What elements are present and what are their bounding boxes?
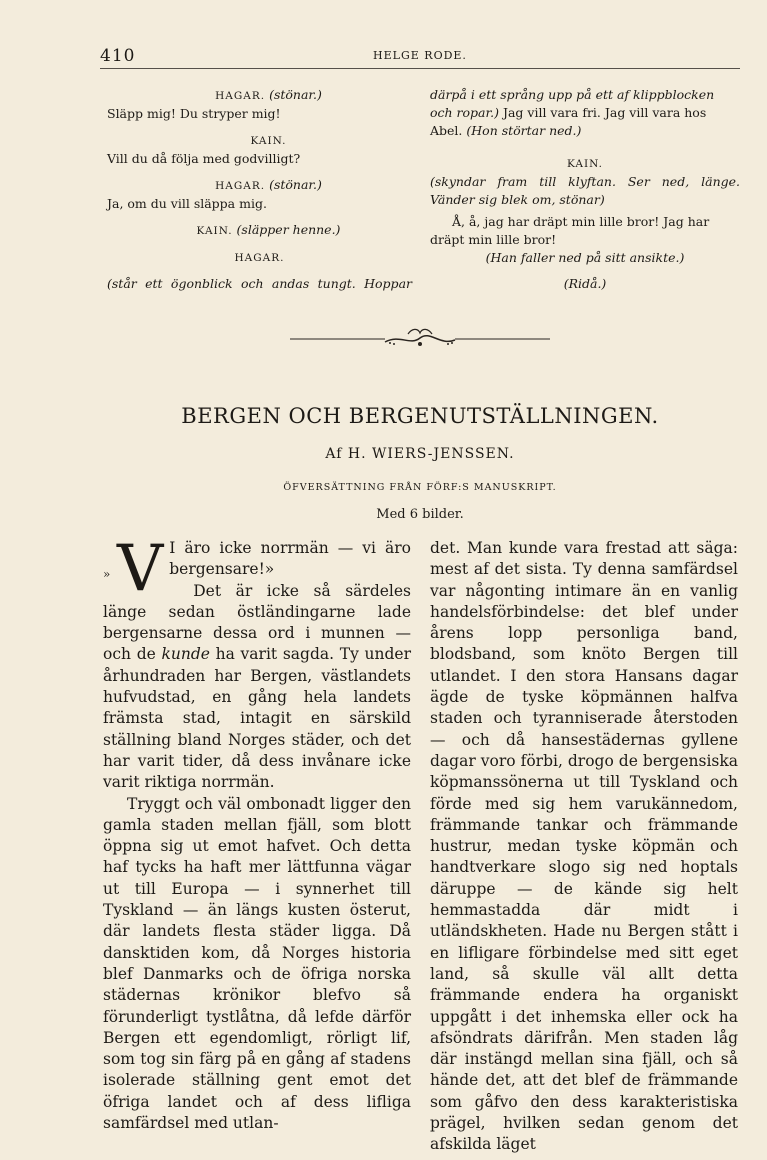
ornament-divider-icon xyxy=(290,326,550,352)
lead-paragraph: » V I äro icke norrmän — vi äro bergensare!» xyxy=(103,532,411,606)
page-header xyxy=(100,44,740,69)
running-head: HELGE RODE. xyxy=(373,49,467,62)
stage-direction: (skyndar fram till klyftan. Ser ned, länge. Vänder sig blek om, stönar) xyxy=(430,174,740,207)
speaker-line: HAGAR. xyxy=(234,252,285,264)
stage-dialogue: därpå i ett språng upp på ett af klippblocken och ropar.) Jag vill vara fri. Jag vill vara hos Abel. (Hon störtar ned.) xyxy=(430,87,715,138)
speaker-line: HAGAR. (stönar.) xyxy=(215,177,322,192)
speaker-line: HAGAR. (stönar.) xyxy=(215,87,322,102)
stage-direction: (står ett ögonblick och andas tungt. Hoppar xyxy=(107,276,412,291)
dialogue-line: Vill du då följa med godvilligt? xyxy=(107,151,301,166)
images-note: Med 6 bilder. xyxy=(376,507,464,522)
paragraph: Det är icke så särdeles länge sedan östländingarne lade bergensarne dessa ord i munnen — och de kunde ha varit sagda. Ty under århundraden har Bergen, västlandets hufvudstad, en gång hela landets främsta stad, intagit en särskild ställning bland Norges städer, och det har varit tider, då dess invånare icke varit riktiga norrmän. xyxy=(103,581,411,792)
dialogue-line: Ja, om du vill släppa mig. xyxy=(107,196,267,211)
speaker-line: KAIN. (släpper henne.) xyxy=(196,222,341,237)
stage-direction: (Han faller ned på sitt ansikte.) xyxy=(485,250,685,265)
article-left-column xyxy=(103,532,411,1134)
dialogue-line: Å, å, jag har dräpt min lille bror! Jag har dräpt min lille bror! xyxy=(430,214,710,247)
play-right-column xyxy=(430,86,740,293)
play-left-column xyxy=(107,86,412,293)
paragraph: Tryggt och väl ombonadt ligger den gamla staden mellan fjäll, som blott öppna sig ut emot hafvet. Och detta haf tycks ha haft mer lättfunna vägar ut till Europa — i synnerhet till Tyskland — än längs kusten österut, där landets flesta städer ligga. Då dansktiden kom, då Norges historia blef Danmarks och de öfriga norska städernas krönikor blefvo så förunderligt tystlåtna, då lefde därför Bergen ett egendomligt, rörligt lif, som tog sin färg på en gång af stadens isolerade ställning gent emot det öfriga landet och af dess lifliga samfärdsel med utlan- xyxy=(103,794,411,1133)
open-quote: » xyxy=(103,567,111,581)
curtain-direction: (Ridå.) xyxy=(563,276,607,291)
article-right-column xyxy=(430,538,738,1156)
article-title: BERGEN OCH BERGENUTSTÄLLNINGEN. xyxy=(181,404,659,428)
drop-cap: V xyxy=(117,532,164,606)
page-number: 410 xyxy=(100,46,136,66)
speaker-line: KAIN. xyxy=(566,158,603,170)
translation-note: ÖFVERSÄTTNING FRÅN FÖRF:S MANUSKRIPT. xyxy=(283,482,557,493)
article-byline: Af H. WIERS-JENSSEN. xyxy=(325,446,515,462)
paragraph: det. Man kunde vara frestad att säga: mest af det sista. Ty denna samfärdsel var någonting intimare än en vanlig handelsförbindelse: det blef under årens lopp personliga band, blodsband, som knöto Bergen till utlandet. I den stora Hansans dagar ägde de tyske köpmännen halfva staden och tyranniserade återstoden — och då hansestädernas gyllene dagar voro förbi, drogo de bergensiska köpmanssönerna ut till Tyskland och förde med sig hem varukännedom, främmande tankar och främmande hustrur, medan tyske köpmän och handtverkare slogo sig ned hoptals däruppe — de kände sig helt hemmastadda där midt i utländskheten. Hade nu Bergen stått i en lifligare förbindelse med sitt eget land, så skulle väl allt detta främmande endera ha organiskt uppgått i det inhemska eller ock ha afsöndrats därifrån. Men staden låg där instängd mellan sina fjäll, och så hände det, att det blef de främmande som gåfvo den dess karakteristiska prägel, hvilken sedan genom det afskilda läget xyxy=(430,539,738,1154)
dialogue-line: Släpp mig! Du stryper mig! xyxy=(107,106,281,121)
speaker-line: KAIN. xyxy=(250,135,287,147)
